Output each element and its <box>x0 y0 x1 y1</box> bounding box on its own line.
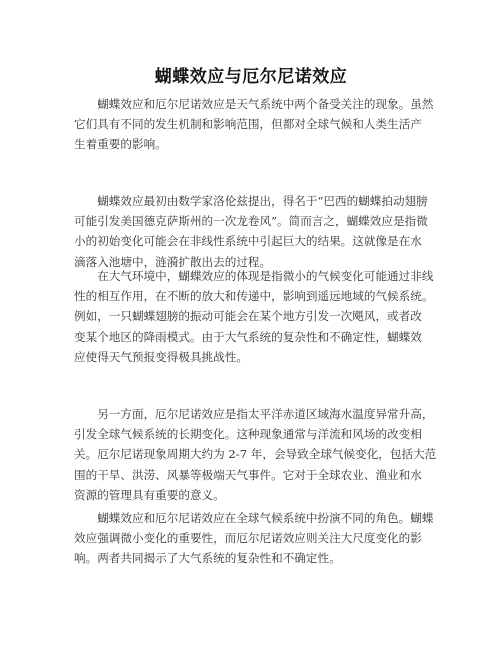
paragraph-line: 效应强调微小变化的重要性，而厄尔尼诺效应则关注大尺度变化的影 <box>74 531 422 546</box>
paragraph-1 <box>74 94 434 155</box>
paragraph-2 <box>74 191 434 272</box>
paragraph-line: 蝴蝶效应和厄尔尼诺效应在全球气候系统中扮演不同的角色。蝴蝶 <box>74 511 434 525</box>
paragraph-line: 生着重要的影响。 <box>74 137 167 152</box>
paragraph-line: 蝴蝶效应最初由数学家洛伦兹提出，得名于“巴西的蝴蝶拍动翅膀 <box>74 194 428 208</box>
paragraph-3 <box>74 266 434 367</box>
paragraph-line: 变某个地区的降雨模式。由于大气系统的复杂性和不确定性，蝴蝶效 <box>74 329 422 344</box>
paragraph-line: 例如，一只蝴蝶翅膀的振动可能会在某个地方引发一次飓风，或者改 <box>74 309 422 324</box>
paragraph-4 <box>74 404 437 505</box>
paragraph-line: 响。两者共同揭示了大气系统的复杂性和不确定性。 <box>74 551 341 566</box>
paragraph-line: 关。厄尔尼诺现象周期大约为 2-7 年，会导致全球气候变化，包括大范 <box>74 447 437 462</box>
paragraph-5 <box>74 508 434 569</box>
paragraph-line: 围的干旱、洪涝、风暴等极端天气事件。它对于全球农业、渔业和水 <box>74 467 422 482</box>
paragraph-line: 资源的管理具有重要的意义。 <box>74 487 225 502</box>
document-title: 蝴蝶效应与厄尔尼诺效应 <box>154 67 348 87</box>
paragraph-line: 另一方面，厄尔尼诺效应是指太平洋赤道区域海水温度异常升高， <box>74 407 434 421</box>
paragraph-line: 它们具有不同的发生机制和影响范围，但都对全球气候和人类生活产 <box>74 117 422 132</box>
paragraph-line: 小的初始变化可能会在非线性系统中引起巨大的结果。这就像是在水 <box>74 234 422 249</box>
paragraph-line: 引发全球气候系统的长期变化。这种现象通常与洋流和风场的改变相 <box>74 427 422 442</box>
paragraph-line: 应使得天气预报变得极具挑战性。 <box>74 349 248 364</box>
paragraph-line: 在大气环境中，蝴蝶效应的体现是指微小的气候变化可能通过非线 <box>74 269 434 283</box>
paragraph-line: 可能引发美国德克萨斯州的一次龙卷风”。简而言之，蝴蝶效应是指微 <box>74 214 428 229</box>
paragraph-line: 滴落入池塘中，涟漪扩散出去的过程。 <box>74 254 272 269</box>
paragraph-line: 性的相互作用，在不断的放大和传递中，影响到遥远地域的气候系统。 <box>74 289 434 304</box>
paragraph-line: 蝴蝶效应和厄尔尼诺效应是天气系统中两个备受关注的现象。虽然 <box>74 97 434 111</box>
